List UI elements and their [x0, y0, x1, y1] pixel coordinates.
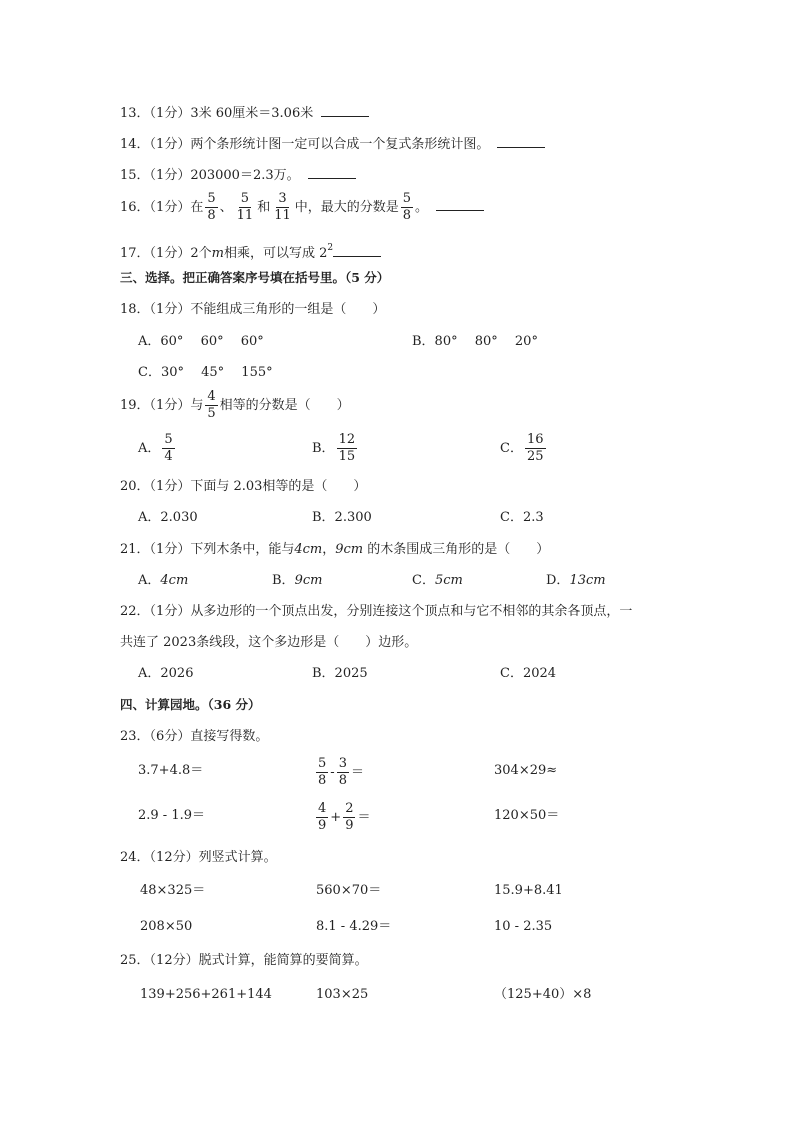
answer-blank[interactable]: [308, 166, 356, 179]
question-19: 19．（1分）与 $\frac{4}{5}$ 相等的分数是（ ）: [120, 389, 350, 421]
calc-item: $\frac{4}{9}$ + $\frac{2}{9}$ ＝: [318, 801, 371, 833]
option-a[interactable]: A．2026: [138, 666, 194, 681]
question-15: 15．（1分）203000＝2.3万。: [120, 166, 356, 185]
option-c[interactable]: C．5cm: [412, 573, 463, 588]
section-heading: 三、选择。把正确答案序号填在括号里。（5 分）: [120, 270, 390, 285]
fraction: $\frac{5}{8}$: [318, 756, 327, 788]
fraction: $\frac{4}{5}$: [207, 389, 216, 421]
calc-item: 208×50: [140, 919, 193, 934]
calc-item: $\frac{5}{8}$ - $\frac{3}{8}$ ＝: [318, 756, 364, 788]
calc-item: 304×29≈: [494, 763, 558, 778]
option-b[interactable]: B．80° 80° 20°: [412, 334, 538, 349]
answer-blank[interactable]: [436, 198, 484, 211]
calc-item: 2.9 - 1.9＝: [138, 808, 206, 823]
option-a[interactable]: A．2.030: [138, 510, 198, 525]
question-23: 23．（6分）直接写得数。: [120, 729, 269, 744]
answer-blank[interactable]: [497, 135, 545, 148]
option-d[interactable]: D．13cm: [546, 573, 606, 588]
calc-item: 10 - 2.35: [494, 919, 553, 934]
option-b[interactable]: B．2.300: [312, 510, 372, 525]
question-17: 17．（1分）2个m相乘，可以写成 $2^2$: [120, 239, 381, 263]
answer-blank[interactable]: [321, 104, 369, 117]
calc-item: 15.9+8.41: [494, 883, 563, 898]
question-18: 18．（1分）不能组成三角形的一组是（ ）: [120, 302, 386, 317]
question-16: 16．（1分）在 $\frac{5}{8}$ 、 $\frac{5}{11}$ 和 $\frac{3}{11}$ 中，最大的分数是 $\frac{5}{8}$ 。: [120, 191, 484, 225]
calc-item: 560×70＝: [316, 883, 382, 898]
fraction: $\frac{4}{9}$: [318, 801, 327, 833]
option-a[interactable]: A． $\frac{5}{4}$: [138, 432, 173, 464]
fraction: $\frac{12}{15}$: [338, 432, 356, 464]
question-22-continued: 共连了 2023条线段，这个多边形是（ ）边形。: [120, 635, 418, 650]
fraction: $\frac{5}{4}$: [164, 432, 173, 464]
option-b[interactable]: B．9cm: [272, 573, 323, 588]
calc-item: 120×50＝: [494, 808, 560, 823]
fraction: $\frac{5}{11}$: [236, 191, 254, 223]
question-20: 20．（1分）下面与 2.03相等的是（ ）: [120, 479, 367, 494]
fraction: $\frac{3}{11}$: [274, 191, 291, 223]
option-c[interactable]: C． $\frac{16}{25}$: [500, 432, 544, 464]
question-14: 14．（1分）两个条形统计图一定可以合成一个复式条形统计图。: [120, 135, 545, 154]
question-13: 13．（1分）3米 60厘米＝3.06米: [120, 104, 369, 123]
calc-item: 139+256+261+144: [140, 987, 272, 1002]
fraction: $\frac{3}{8}$: [338, 756, 347, 788]
answer-blank[interactable]: [333, 244, 381, 257]
option-b[interactable]: B．2025: [312, 666, 368, 681]
calc-item: 3.7+4.8＝: [138, 763, 204, 778]
calc-item: 103×25: [316, 987, 369, 1002]
question-22: 22．（1分）从多边形的一个顶点出发，分别连接这个顶点和与它不相邻的其余各顶点，一: [120, 604, 633, 619]
option-c[interactable]: C．2.3: [500, 510, 544, 525]
calc-item: 48×325＝: [140, 883, 206, 898]
option-a[interactable]: A．60° 60° 60°: [138, 334, 264, 349]
fraction: $\frac{2}{9}$: [345, 801, 354, 833]
calc-item: （125+40）×8: [494, 987, 592, 1002]
fraction: $\frac{5}{8}$: [207, 191, 216, 223]
fraction: $\frac{5}{8}$: [402, 191, 412, 223]
option-a[interactable]: A．4cm: [138, 573, 189, 588]
question-24: 24．（12分）列竖式计算。: [120, 850, 277, 865]
option-b[interactable]: B． $\frac{12}{15}$: [312, 432, 356, 464]
option-c[interactable]: C．2024: [500, 666, 557, 681]
option-c[interactable]: C．30° 45° 155°: [138, 365, 273, 380]
section-heading: 四、计算园地。（36 分）: [120, 697, 261, 712]
question-25: 25．（12分）脱式计算，能简算的要简算。: [120, 953, 368, 968]
calc-item: 8.1 - 4.29＝: [316, 919, 392, 934]
question-21: 21．（1分）下列木条中，能与4cm，9cm 的木条围成三角形的是（ ）: [120, 542, 550, 557]
fraction: $\frac{16}{25}$: [526, 432, 544, 464]
